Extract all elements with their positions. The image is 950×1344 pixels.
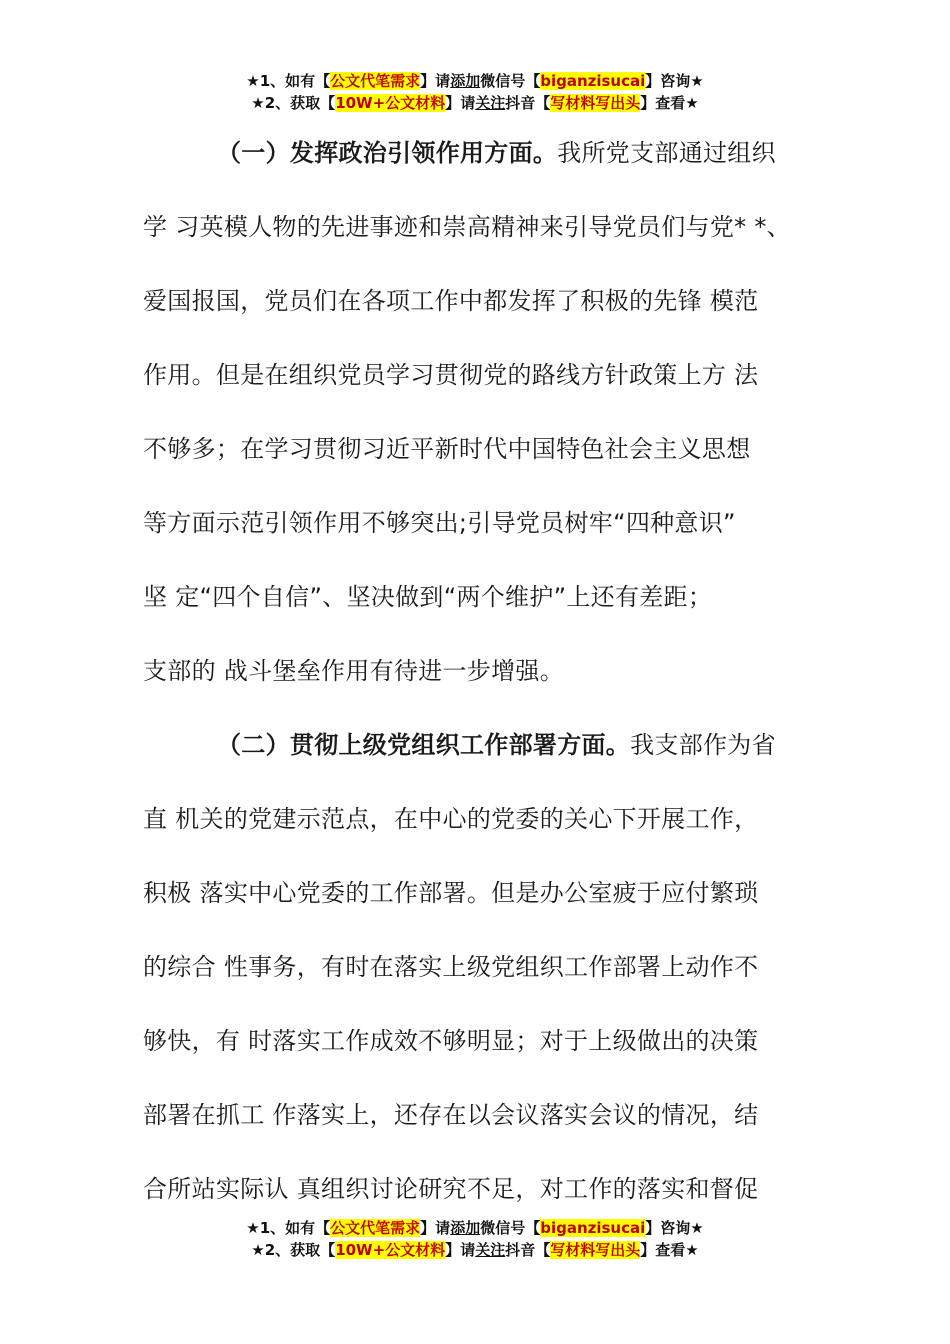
- paragraph-line: 直 机关的党建示范点，在中心的党委的关心下开展工作，: [143, 805, 759, 833]
- header-text: 抖音【: [505, 94, 551, 112]
- paragraph-line: 作用。但是在组织党员学习贯彻党的路线方针政策上方 法: [143, 361, 759, 389]
- highlight-douyin: 写材料写出头: [550, 1241, 641, 1259]
- paragraph-line: 支部的 战斗堡垒作用有待进一步增强。: [143, 657, 565, 685]
- footer-text: 】咨询★: [645, 1219, 704, 1237]
- paragraph-line: 部署在抓工 作落实上，还存在以会议落实会议的情况，结: [143, 1101, 759, 1129]
- document-body: [143, 116, 811, 1226]
- paragraph-line: 学 习英模人物的先进事迹和崇高精神来引导党员们与党* *、: [143, 213, 791, 241]
- paragraph-line: 坚 定“四个自信”、坚决做到“两个维护”上还有差距；: [143, 583, 713, 611]
- header-text: 】查看★: [640, 94, 699, 112]
- paragraph-line: 够快，有 时落实工作成效不够明显；对于上级做出的决策: [143, 1027, 759, 1055]
- footer-text: 】请: [445, 1241, 476, 1259]
- paragraph-2: [143, 708, 811, 1226]
- footer-line-1: [0, 1217, 950, 1239]
- section-heading: （二）贯彻上级党组织工作部署方面。: [217, 731, 631, 759]
- header-banner: [0, 70, 950, 114]
- highlight-service: 公文代笔需求: [330, 72, 421, 90]
- header-text: 】请: [420, 72, 451, 90]
- highlight-service: 公文代笔需求: [330, 1219, 421, 1237]
- header-text: 微信号【: [480, 72, 541, 90]
- highlight-wechat-id: biganzisucai: [540, 72, 646, 90]
- highlight-wechat-id: biganzisucai: [540, 1219, 646, 1237]
- paragraph-line: 爱国报国，党员们在各项工作中都发挥了积极的先锋 模范: [143, 287, 759, 315]
- paragraph-text: 我支部作为省: [630, 731, 776, 759]
- paragraph-line: 的综合 性事务，有时在落实上级党组织工作部署上动作不: [143, 953, 759, 981]
- header-text: 】请: [445, 94, 476, 112]
- footer-text: 】请: [420, 1219, 451, 1237]
- paragraph-line: 等方面示范引领作用不够突出;引导党员树牢“四种意识”: [143, 509, 736, 537]
- footer-banner: [0, 1217, 950, 1261]
- highlight-materials: 10W+公文材料: [335, 94, 446, 112]
- footer-text: 微信号【: [480, 1219, 541, 1237]
- section-heading: （一）发挥政治引领作用方面。: [217, 139, 558, 167]
- footer-text: 】查看★: [640, 1241, 699, 1259]
- header-text: 】咨询★: [645, 72, 704, 90]
- paragraph-line: [143, 116, 811, 190]
- footer-text: ★1、如有【: [246, 1219, 331, 1237]
- header-line-1: [0, 70, 950, 92]
- footer-text: 抖音【: [505, 1241, 551, 1259]
- header-text: ★2、获取【: [251, 94, 336, 112]
- footer-text-underlined: 关注: [475, 1241, 506, 1259]
- paragraph-line: 不够多；在学习贯彻习近平新时代中国特色社会主义思想: [143, 435, 751, 463]
- paragraph-1: [143, 116, 811, 708]
- highlight-douyin: 写材料写出头: [550, 94, 641, 112]
- header-text-underlined: 添加: [450, 72, 481, 90]
- highlight-materials: 10W+公文材料: [335, 1241, 446, 1259]
- paragraph-line: 积极 落实中心党委的工作部署。但是办公室疲于应付繁琐: [143, 879, 759, 907]
- header-line-2: [0, 92, 950, 114]
- paragraph-text: 我所党支部通过组织: [557, 139, 776, 167]
- header-text: ★1、如有【: [246, 72, 331, 90]
- paragraph-line: [143, 708, 811, 782]
- footer-text: ★2、获取【: [251, 1241, 336, 1259]
- paragraph-line: 合所站实际认 真组织讨论研究不足，对工作的落实和督促: [143, 1175, 759, 1203]
- footer-line-2: [0, 1239, 950, 1261]
- footer-text-underlined: 添加: [450, 1219, 481, 1237]
- header-text-underlined: 关注: [475, 94, 506, 112]
